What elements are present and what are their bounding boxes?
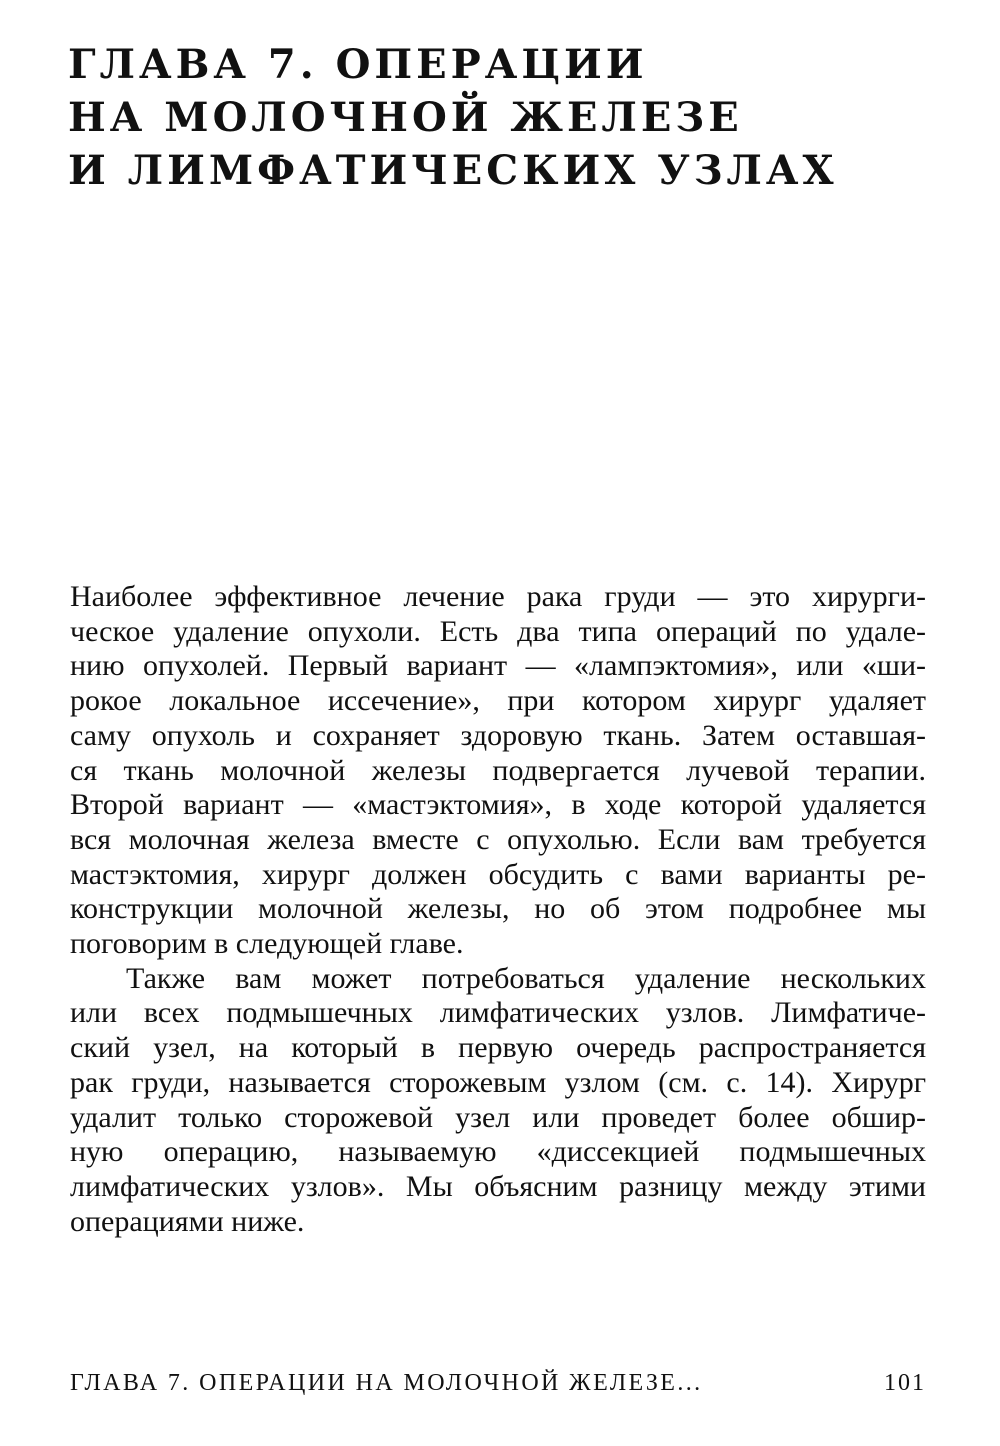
paragraph-1 xyxy=(70,580,926,962)
paragraph-2 xyxy=(70,962,926,1240)
text-line: удалит только сторожевой узел или проведет более обшир- xyxy=(70,1100,926,1134)
running-footer xyxy=(70,1370,926,1404)
chapter-title xyxy=(68,38,948,197)
text-line: Второй вариант — «мастэктомия», в ходе которой удаляется xyxy=(70,788,926,822)
body-text xyxy=(70,580,926,1239)
text-line: Также вам может потребоваться удаление нескольких xyxy=(126,961,926,995)
text-line: вся молочная железа вместе с опухолью. Если вам требуется xyxy=(70,822,926,856)
text-line: ческое удаление опухоли. Есть два типа операций по удале- xyxy=(70,614,926,648)
text-line: или всех подмышечных лимфатических узлов. Лимфатиче- xyxy=(70,996,926,1030)
text-line: лимфатических узлов». Мы объясним разницу между этими xyxy=(70,1169,926,1203)
text-line: ся ткань молочной железы подвергается лучевой терапии. xyxy=(70,753,926,787)
text-line: нию опухолей. Первый вариант — «лампэктомия», или «ши- xyxy=(70,649,926,683)
text-line: ную операцию, называемую «диссекцией подмышечных xyxy=(70,1135,926,1169)
text-line: рак груди, называется сторожевым узлом (см. с. 14). Хирург xyxy=(70,1065,926,1099)
text-line: мастэктомия, хирург должен обсудить с вами варианты ре- xyxy=(70,857,926,891)
text-line: саму опухоль и сохраняет здоровую ткань. Затем оставшая- xyxy=(70,718,926,752)
text-line: поговорим в следующей главе. xyxy=(70,927,464,961)
chapter-title-line: ГЛАВА 7. ОПЕРАЦИИ xyxy=(68,41,648,88)
text-line: конструкции молочной железы, но об этом подробнее мы xyxy=(70,892,926,926)
chapter-title-line: И ЛИМФАТИЧЕСКИХ УЗЛАХ xyxy=(68,147,838,194)
text-line: Наиболее эффективное лечение рака груди — это хирурги- xyxy=(70,580,926,613)
chapter-title-line: НА МОЛОЧНОЙ ЖЕЛЕЗЕ xyxy=(68,94,743,141)
text-line: операциями ниже. xyxy=(70,1204,305,1238)
page-number: 101 xyxy=(884,1370,926,1396)
text-line: рокое локальное иссечение», при котором хирург удаляет xyxy=(70,684,926,718)
running-footer-title: ГЛАВА 7. ОПЕРАЦИИ НА МОЛОЧНОЙ ЖЕЛЕЗЕ... xyxy=(70,1370,703,1396)
text-line: ский узел, на который в первую очередь распространяется xyxy=(70,1031,926,1065)
